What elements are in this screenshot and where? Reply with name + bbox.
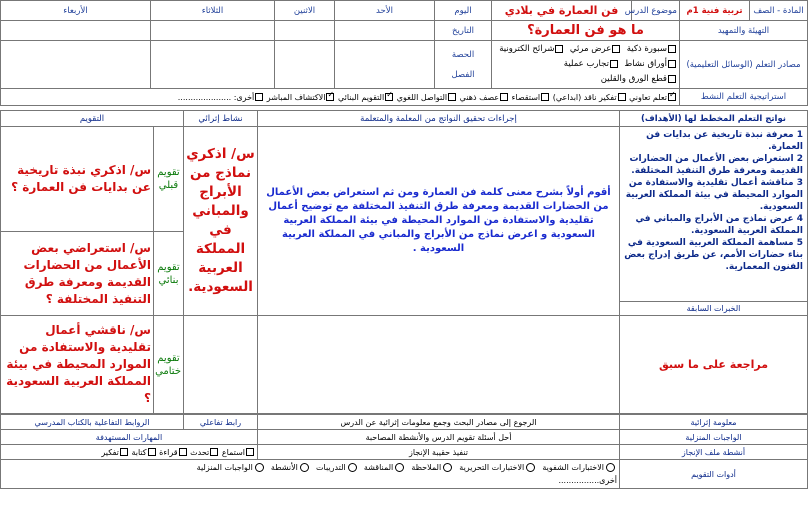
skills-label: المهارات المستهدفة <box>1 430 258 445</box>
enrich-info-value: الرجوع إلى مصادر البحث وجمع معلومات إثرائية عن الدرس <box>258 415 620 430</box>
tool-oral[interactable]: الاختبارات الشفوية <box>542 463 617 472</box>
eval-question-pre: س/ اذكري نبذة تاريخية عن بدايات فن العمارة ؟ <box>0 127 153 232</box>
assessment-list <box>1 460 620 489</box>
strategy-inquiry[interactable]: استقصاء <box>512 93 551 102</box>
skill-reading[interactable]: قراءة <box>159 448 187 457</box>
skill-speaking[interactable]: تحدث <box>190 448 219 457</box>
homework-label: الواجبات المنزلية <box>620 430 808 445</box>
activity-header: نشاط إثرائي <box>184 111 258 127</box>
subject-value: تربية فنية 1م <box>680 1 750 21</box>
objective-5: 5 مساهمة المملكة العربية السعودية في بناء حضارات الأمم، عن طريق إدراج بعض الفنون المعمارية. <box>624 238 803 272</box>
skill-listening[interactable]: استماع <box>222 448 255 457</box>
intro-question: ما هو فن العمارة؟ <box>492 21 680 41</box>
strategy-other[interactable]: أخرى: ..................... <box>178 93 264 102</box>
lesson-plan-page <box>1 0 808 530</box>
strategy-cooperative[interactable]: ✓تعلم تعاوني <box>629 93 677 102</box>
procedure-text: أقوم أولاً بشرح معنى كلمة فن العمارة ومن ثم استعراض بعض الأعمال من الحضارات القديمة ومعرفة طرق التنفيذ المختلفة مع توضيح أعمال تقليدية والاستفادة من الموارد المحيطة في بيئة المملكة العربية السعودية و اعرض نماذج من الأبراج والمباني في المملكة العربية السعودية . <box>258 127 620 316</box>
book-links-label[interactable]: الروابط التفاعلية بالكتاب المدرسي <box>1 415 184 430</box>
tool-observation[interactable]: الملاحظة <box>411 463 454 472</box>
interactive-link-label[interactable]: رابط تفاعلي <box>184 415 258 430</box>
footer-table <box>0 414 808 489</box>
day-wednesday: الأربعاء <box>0 1 150 21</box>
objectives-header: نواتج التعلم المخطط لها (الأهداف) <box>620 111 808 127</box>
prev-label: الخبرات السابقة <box>620 302 808 316</box>
strategy-critical[interactable]: تفكير ناقد (ابداعي) <box>553 93 627 102</box>
skill-thinking[interactable]: تفكير <box>101 448 129 457</box>
subject-label: المادة - الصف <box>750 1 808 21</box>
day-monday: الاثنين <box>275 1 335 21</box>
activity-text: س/ اذكري نماذج من الأبراج والمباني في المملكة العربية السعودية. <box>184 127 258 316</box>
assessment-label: أدوات التقويم <box>620 460 808 489</box>
portfolio-label: أنشطة ملف الإنجاز <box>620 445 808 460</box>
day-tuesday: الثلاثاء <box>150 1 274 21</box>
objectives-cell <box>620 127 808 302</box>
date-label: التاريخ <box>435 21 492 41</box>
strategy-label: استراتيجية التعلم النشط <box>680 89 808 106</box>
strategy-list <box>0 89 679 106</box>
objective-4: 4 عرض نماذج من الأبراج والمباني في المملكة العربية السعودية. <box>635 214 803 236</box>
period-class-labels <box>435 41 492 89</box>
objective-3: 3 مناقشة أعمال تقليدية والاستفادة من الموارد المحيطة في بيئة المملكة العربية السعودية. <box>625 178 803 212</box>
resource-paper[interactable]: قطع الورق والقلين <box>601 74 677 84</box>
day-label: اليوم <box>435 1 492 21</box>
skills-list <box>1 445 258 460</box>
strategy-formative[interactable]: ✓التقويم البنائي <box>338 93 394 102</box>
resource-video[interactable]: عرض مرئي <box>570 44 621 54</box>
procedures-header: إجراءات تحقيق النواتج من المعلمة والمتعلمة <box>258 111 620 127</box>
tool-homework[interactable]: الواجبات المنزلية <box>197 463 266 472</box>
eval-question-formative: س/ استعراضي بعض الأعمال من الحضارات القديمة ومعرفة طرق التنفيذ المختلفة ؟ <box>0 232 153 316</box>
class-label: الفصل <box>451 69 475 80</box>
resource-experiments[interactable]: تجارب عملية <box>564 59 619 69</box>
eval-type-pre: تقويم قبلي <box>154 127 184 232</box>
homework-value: أحل أسئلة تقويم الدرس والأنشطة المصاحبة <box>258 430 620 445</box>
enrich-info-label: معلومة إثرائية <box>620 415 808 430</box>
resource-smartboard[interactable]: سبورة ذكية <box>627 44 677 54</box>
strategy-communication[interactable]: التواصل اللغوي <box>397 93 457 102</box>
portfolio-value: تنفيذ حقيبة الإنجاز <box>258 445 620 460</box>
tool-discussion[interactable]: المناقشة <box>364 463 406 472</box>
objective-2: 2 استعراض بعض الأعمال من الحضارات القديمة ومعرفة طرق التنفيذ المختلفة. <box>629 154 803 176</box>
tool-exercises[interactable]: التدريبات <box>316 463 359 472</box>
objective-1: 1 معرفة نبذة تاريخية عن بدايات فن العمارة. <box>646 130 803 152</box>
strategy-brainstorm[interactable]: عصف ذهني <box>460 93 509 102</box>
tool-activities[interactable]: الأنشطة <box>271 463 311 472</box>
resource-worksheets[interactable]: أوراق نشاط <box>624 59 677 69</box>
prev-value: مراجعة على ما سبق <box>620 316 808 414</box>
tool-other[interactable]: أخرى................ <box>558 476 617 485</box>
intro-label: التهيئة والتمهيد <box>680 21 808 41</box>
evaluation-header: التقويم <box>0 111 183 127</box>
eval-type-formative: تقويم بنائي <box>154 232 184 316</box>
topic-value: فن العمارة في بلادي <box>492 1 632 21</box>
resources-label: مصادر التعلم (الوسائل التعليمية) <box>680 41 808 89</box>
tool-written[interactable]: الاختبارات التحريرية <box>459 463 537 472</box>
resource-slides[interactable]: شرائح الكترونية <box>499 44 564 54</box>
period-label: الحصة <box>451 49 475 60</box>
header-table <box>0 0 808 106</box>
resources-list <box>492 41 680 89</box>
strategy-discovery[interactable]: ✓الاكتشاف المباشر <box>267 93 336 102</box>
topic-label: موضوع الدرس <box>632 1 680 21</box>
eval-question-final: س/ ناقشي أعمال تقليدية والاستفادة من الموارد المحيطة في بيئة المملكة العربية السعودية ؟ <box>0 316 153 414</box>
skill-writing[interactable]: كتابة <box>131 448 156 457</box>
day-sunday: الأحد <box>335 1 435 21</box>
main-table <box>0 110 808 414</box>
eval-type-final: تقويم ختامي <box>154 316 184 414</box>
